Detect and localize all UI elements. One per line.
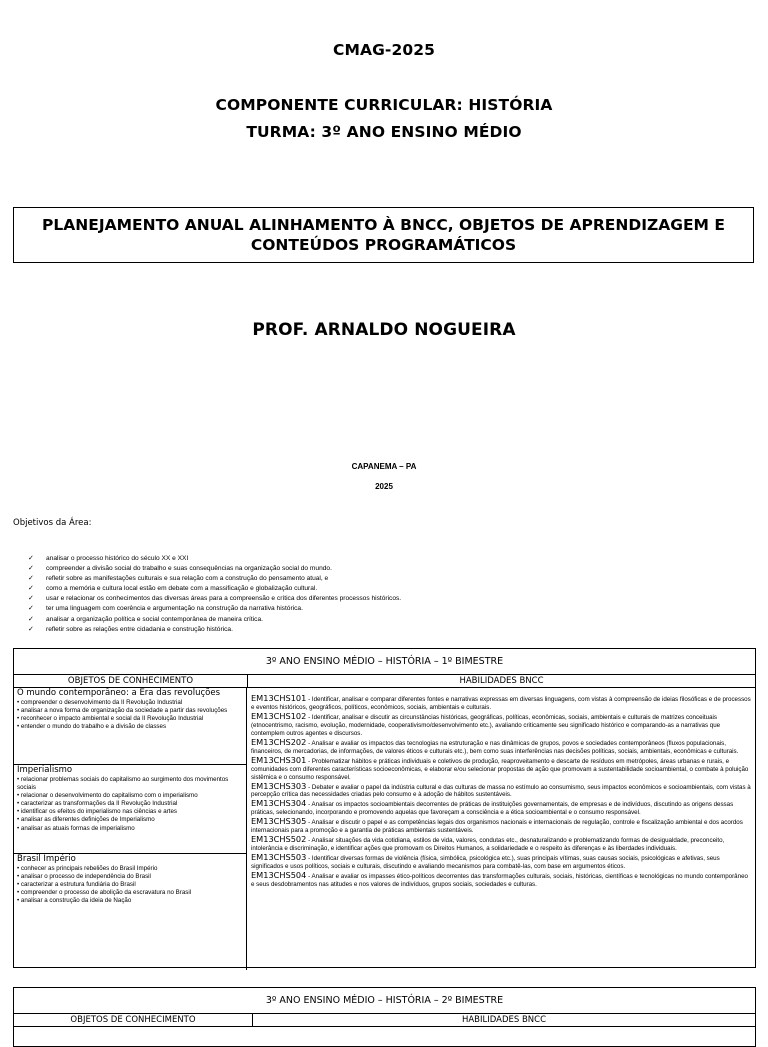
skill-code: EM13CHS202	[251, 736, 307, 747]
list-item: • relacionar o desenvolvimento do capitalismo com o imperialismo	[17, 792, 198, 800]
skill-text: - Analisar os impactos socioambientais decorrentes de práticas de instituições governamentais, de empresas e de indivíduos, discutindo as origens dessas práticas, selecionando, incorporando e promovendo aquelas que favoreçam a consciência e a ética socioambiental e o consumo responsável.	[251, 801, 734, 817]
skill-text: - Analisar e avaliar os impasses ético-políticos decorrentes das transformações culturais, sociais, históricas, científicas e tecnológicas no mundo contemporâneo e seus desdobramentos nas atitudes e nos valores de indivíduos, grupos sociais, sociedades e culturas.	[251, 873, 748, 889]
skill-code: EM13CHS301	[251, 754, 307, 765]
skill-entry	[251, 695, 751, 712]
table-body	[14, 688, 755, 970]
objective-item: ✓ analisar a organização política e social contemporânea de maneira crítica.	[28, 615, 401, 625]
table-header-row	[14, 1014, 755, 1027]
bimester-2-table	[13, 987, 756, 1047]
knowledge-objects-column	[14, 688, 247, 970]
list-item: • analisar as atuais formas de imperialismo	[17, 824, 135, 832]
skill-entry	[251, 872, 751, 889]
objectives-title: Objetivos da Área:	[13, 518, 92, 528]
plan-title: PLANEJAMENTO ANUAL ALINHAMENTO À BNCC, OBJETOS DE APRENDIZAGEM E CONTEÚDOS PROGRAMÁTICOS	[42, 216, 725, 254]
objective-item: ✓ ter uma linguagem com coerência e argumentação na construção da narrativa histórica.	[28, 604, 401, 614]
check-icon: ✓	[28, 615, 34, 623]
objective-item: ✓ analisar o processo histórico do século XX e XXI	[28, 554, 401, 564]
skill-text: - Identificar diversas formas de violência (física, simbólica, psicológica etc.), suas principais vítimas, suas causas sociais, psicológicas e afetivas, seus significados e usos políticos, sociais e culturais, discutindo e avaliando mecanismos para combatê-las, com base em argumentos éticos.	[251, 855, 720, 871]
table-title: 3º ANO ENSINO MÉDIO – HISTÓRIA – 2º BIMESTRE	[14, 988, 755, 1014]
skill-code: EM13CHS502	[251, 834, 307, 845]
objectives-list	[28, 554, 401, 635]
section-items	[17, 865, 243, 905]
list-item: • caracterizar a estrutura fundiária do Brasil	[17, 881, 136, 889]
skill-entry	[251, 818, 751, 835]
skill-entry	[251, 754, 751, 782]
class-title: TURMA: 3º ANO ENSINO MÉDIO	[246, 123, 522, 141]
bncc-skills-column	[247, 688, 755, 970]
check-icon: ✓	[28, 595, 34, 603]
knowledge-section	[14, 688, 246, 765]
check-icon: ✓	[28, 555, 34, 562]
professor-name: PROF. ARNALDO NOGUEIRA	[252, 320, 516, 340]
skill-code: EM13CHS303	[251, 780, 307, 791]
list-item: • reconhecer o impacto ambiental e social da II Revolução Industrial	[17, 715, 204, 723]
skill-entry	[251, 780, 751, 800]
skill-text: - Identificar, analisar e comparar diferentes fontes e narrativas expressas em diversas linguagens, com vistas à compreensão de ideias filosóficas e de processos e eventos históricos, geográficos, políticos, econômicos, sociais, ambientais e culturais.	[251, 696, 751, 711]
check-icon: ✓	[28, 585, 34, 593]
skill-entry	[251, 800, 751, 817]
objective-item: ✓ como a memória e cultura local estão em debate com a massificação e globalização cultural.	[28, 584, 401, 594]
list-item: • analisar a construção da ideia de Nação	[17, 897, 132, 905]
skill-code: EM13CHS102	[251, 710, 307, 721]
list-item: • analisar o processo de independência do Brasil	[17, 873, 151, 881]
document-title: CMAG-2025	[333, 41, 435, 59]
list-item: • relacionar problemas sociais do capitalismo ao surgimento dos movimentos sociais	[17, 776, 229, 792]
section-items	[17, 699, 243, 731]
list-item: • compreender o desenvolvimento da II Revolução Industrial	[17, 699, 183, 706]
knowledge-section	[14, 854, 246, 905]
skill-text: - Analisar e discutir o papel e as competências legais dos organismos nacionais e internacionais de regulação, controle e fiscalização ambiental e dos acordos internacionais para a promoção e a garantia de práticas ambientais sustentáveis.	[251, 819, 743, 835]
column-header-skills: HABILIDADES BNCC	[461, 1015, 547, 1025]
plan-title-box	[13, 207, 754, 263]
section-title: Brasil Império	[17, 854, 76, 864]
objective-item: ✓ usar e relacionar os conhecimentos das diversas áreas para a compreensão e crítica dos diferentes processos históricos.	[28, 594, 401, 604]
skill-text: - Identificar, analisar e discutir as circunstâncias históricas, geográficas, políticas, econômicas, sociais, ambientais e culturais de matrizes conceituais (etnocentrismo, racismo, evolução, modernidade, cooperativismo/desenvolvimento etc.), avaliando criticamente seu significado histórico e comparando-as a narrativas que contemplem outros agentes e discursos.	[251, 713, 721, 737]
skill-text: - Analisar situações da vida cotidiana, estilos de vida, valores, condutas etc., desnaturalizando e problematizando formas de desigualdade, preconceito, intolerância e discriminação, e identificar ações que promovam os Direitos Humanos, a solidariedade e o respeito às diferenças e às liberdades individuais.	[251, 837, 725, 853]
curricular-component: COMPONENTE CURRICULAR: HISTÓRIA	[215, 96, 553, 114]
objective-item: ✓ refletir sobre as relações entre cidadania e construção histórica.	[28, 625, 401, 635]
skill-entry	[251, 836, 751, 853]
objective-item: ✓ compreender a divisão social do trabalho e suas consequências na organização social do mundo.	[28, 564, 401, 574]
column-header-objects: OBJETOS DE CONHECIMENTO	[14, 675, 248, 687]
skill-entry	[251, 710, 751, 738]
skill-code: EM13CHS304	[251, 798, 307, 809]
knowledge-section	[14, 765, 246, 854]
table-title: 3º ANO ENSINO MÉDIO – HISTÓRIA – 1º BIMESTRE	[14, 649, 755, 675]
skill-code: EM13CHS305	[251, 816, 307, 827]
skill-code: EM13CHS503	[251, 852, 307, 863]
skill-text: - Problematizar hábitos e práticas individuais e coletivos de produção, reaproveitamento e descarte de resíduos em metrópoles, áreas urbanas e rurais, e comunidades com diferentes características socioeconômicas, e elaborar e/ou selecionar propostas de ação que promovam a sustentabilidade socioambiental, o combate à poluição sistêmica e o consumo responsável.	[251, 757, 749, 781]
check-icon: ✓	[28, 625, 34, 633]
check-icon: ✓	[28, 565, 34, 573]
list-item: • identificar os efeitos do imperialismo nas ciências e artes	[17, 808, 178, 816]
section-title: O mundo contemporâneo: a Era das revoluções	[17, 688, 220, 698]
column-header-objects: OBJETOS DE CONHECIMENTO	[14, 1014, 253, 1026]
skill-text: - Analisar e avaliar os impactos das tecnologias na estruturação e nas dinâmicas de grupos, povos e sociedades contemporâneos (fluxos populacionais, financeiros, de mercadorias, de informações, de valores éticos e culturais etc.), bem como suas interferências nas decisões políticas, sociais, ambientais, econômicas e culturais.	[251, 739, 739, 755]
year: 2025	[375, 482, 393, 491]
list-item: • caracterizar as transformações da II Revolução Industrial	[17, 800, 178, 808]
bimester-1-table	[13, 648, 756, 968]
list-item: • analisar a nova forma de organização da sociedade a partir das revoluções	[17, 707, 228, 715]
skill-entry	[251, 854, 751, 871]
city: CAPANEMA – PA	[351, 462, 417, 471]
list-item: • conhecer as principais rebeliões do Brasil Império	[17, 865, 158, 872]
skill-text: - Debater e avaliar o papel da indústria cultural e das culturas de massa no estímulo ao consumismo, seus impactos econômicos e socioambientais, com vistas à percepção crítica das necessidades criadas pelo consumo e à adoção de hábitos sustentáveis.	[251, 783, 751, 799]
list-item: • compreender o processo de abolição da escravatura no Brasil	[17, 889, 192, 897]
list-item: • entender o mundo do trabalho e a divisão de classes	[17, 723, 167, 731]
list-item: • analisar as diferentes definições de Imperialismo	[17, 816, 155, 824]
column-header-skills: HABILIDADES BNCC	[459, 676, 544, 686]
check-icon: ✓	[28, 575, 34, 583]
skill-code: EM13CHS504	[251, 870, 307, 881]
check-icon: ✓	[28, 605, 34, 613]
skill-code: EM13CHS101	[251, 693, 307, 703]
table-header-row	[14, 675, 755, 688]
skill-entry	[251, 736, 751, 756]
section-title: Imperialismo	[17, 765, 73, 775]
section-items	[17, 776, 243, 833]
objective-item: ✓ refletir sobre as manifestações culturais e sua relação com a construção do pensamento atual, e	[28, 574, 401, 584]
